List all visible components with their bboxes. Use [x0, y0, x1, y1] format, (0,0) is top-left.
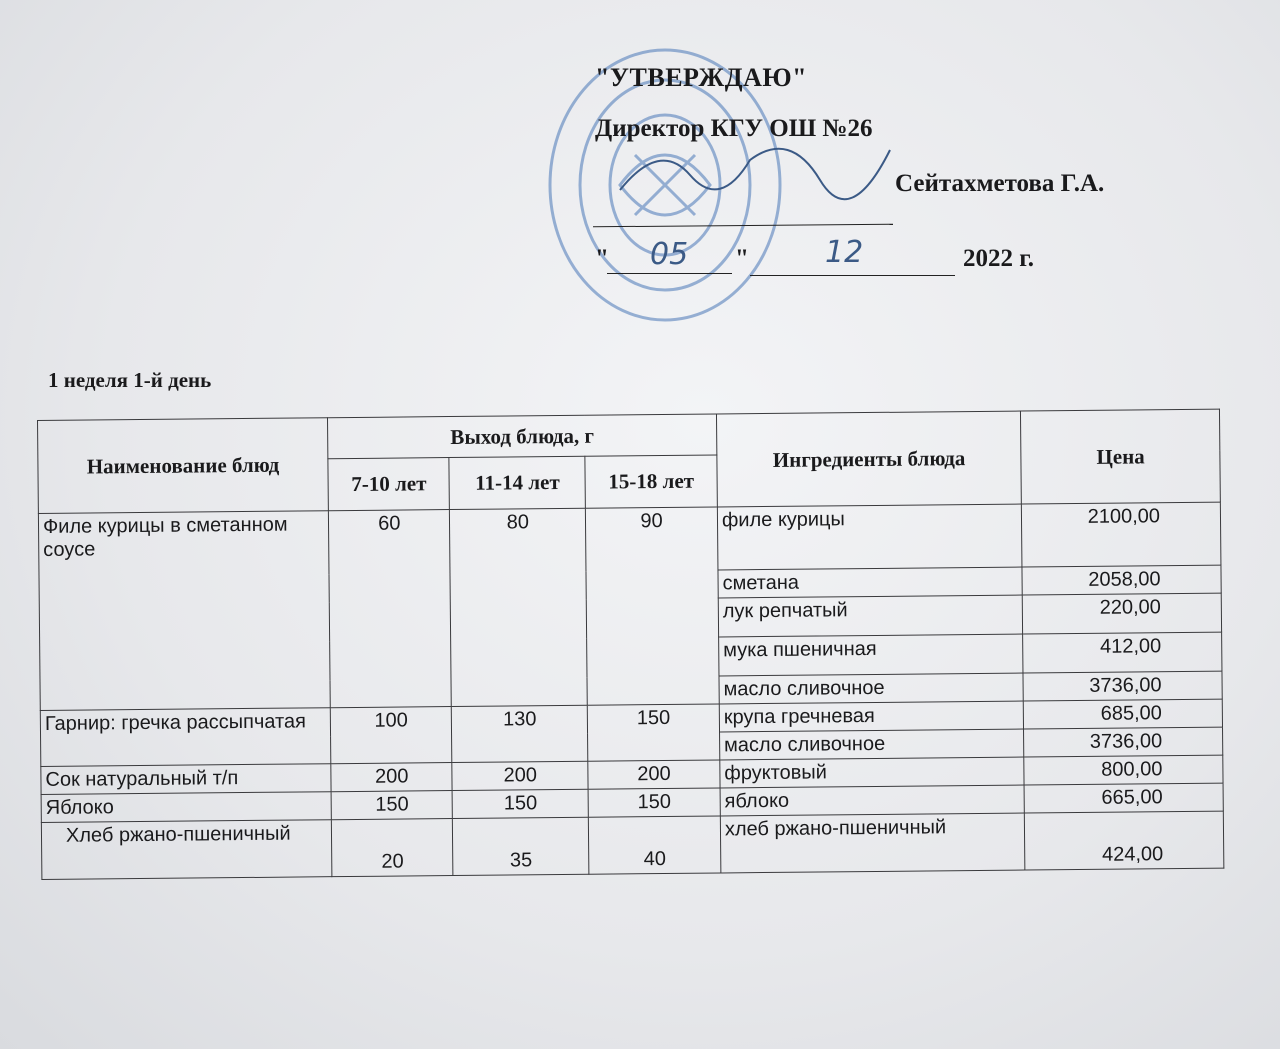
- output-11-14: 35: [453, 817, 589, 875]
- approval-title: "УТВЕРЖДАЮ": [595, 63, 808, 92]
- ingredient-price: 220,00: [1023, 593, 1222, 634]
- menu-table: [37, 409, 1224, 880]
- ingredient-price: 685,00: [1024, 699, 1223, 729]
- ingredient-price: 424,00: [1025, 811, 1224, 870]
- ingredient-name: мука пшеничная: [719, 634, 1024, 676]
- approval-date: [595, 235, 1075, 285]
- ingredient-name: фруктовый: [720, 757, 1025, 788]
- ingredient-price: 3736,00: [1024, 727, 1223, 757]
- output-15-18: 150: [588, 788, 720, 817]
- ingredient-price: 800,00: [1024, 755, 1223, 785]
- ingredient-price: 2058,00: [1022, 565, 1221, 595]
- director-name: Сейтахметова Г.А.: [895, 170, 1105, 197]
- ingredient-name: филе курицы: [717, 504, 1022, 570]
- day-title: 1 неделя 1-й день: [48, 368, 212, 392]
- output-11-14: 200: [452, 761, 588, 790]
- dish-name: Яблоко: [41, 792, 331, 823]
- output-11-14: 80: [450, 508, 588, 706]
- signature-line: [593, 224, 893, 228]
- header-age-11-14: 11-14 лет: [449, 457, 585, 510]
- output-15-18: 200: [588, 760, 720, 789]
- ingredient-name: яблоко: [720, 785, 1025, 816]
- output-7-10: 20: [331, 819, 453, 877]
- dish-name: Гарнир: гречка рассыпчатая: [40, 708, 331, 767]
- director-position: Директор КГУ ОШ №26: [595, 115, 873, 142]
- header-age-15-18: 15-18 лет: [585, 455, 717, 508]
- ingredient-name: хлеб ржано-пшеничный: [720, 813, 1025, 873]
- header-age-7-10: 7-10 лет: [328, 458, 450, 511]
- dish-name: Филе курицы в сметанном соусе: [38, 511, 330, 711]
- output-15-18: 90: [586, 507, 720, 705]
- date-quote-open: ": [595, 245, 609, 272]
- date-month-line: [750, 275, 955, 276]
- date-month: 12: [825, 235, 864, 270]
- approval-block: [590, 60, 1190, 290]
- date-day: 05: [650, 237, 689, 272]
- ingredient-price: 412,00: [1023, 632, 1222, 673]
- date-quote-close: ": [735, 245, 749, 272]
- header-output: Выход блюда, г: [328, 414, 717, 459]
- header-price: Цена: [1021, 409, 1220, 504]
- ingredient-name: масло сливочное: [719, 729, 1024, 760]
- dish-name: Сок натуральный т/п: [41, 764, 331, 795]
- output-7-10: 200: [331, 763, 453, 792]
- output-11-14: 130: [452, 705, 588, 762]
- ingredient-name: лук репчатый: [718, 595, 1023, 637]
- output-7-10: 150: [331, 791, 453, 820]
- output-15-18: 150: [588, 704, 720, 761]
- ingredient-price: 3736,00: [1023, 671, 1222, 701]
- date-day-line: [607, 273, 732, 274]
- output-7-10: 100: [330, 707, 452, 764]
- output-7-10: 60: [328, 510, 451, 708]
- output-11-14: 150: [453, 789, 589, 818]
- table-row: [38, 502, 1221, 576]
- header-ingredients: Ингредиенты блюда: [716, 411, 1021, 507]
- date-year: 2022 г.: [963, 245, 1035, 272]
- dish-name: Хлеб ржано-пшеничный: [41, 820, 332, 880]
- header-dish-name: Наименование блюд: [38, 418, 329, 514]
- ingredient-name: сметана: [718, 567, 1023, 598]
- ingredient-name: масло сливочное: [719, 673, 1024, 704]
- ingredient-price: 2100,00: [1022, 502, 1221, 567]
- ingredient-name: крупа гречневая: [719, 701, 1024, 732]
- table-row: [41, 811, 1223, 879]
- output-15-18: 40: [589, 816, 721, 874]
- ingredient-price: 665,00: [1024, 783, 1223, 813]
